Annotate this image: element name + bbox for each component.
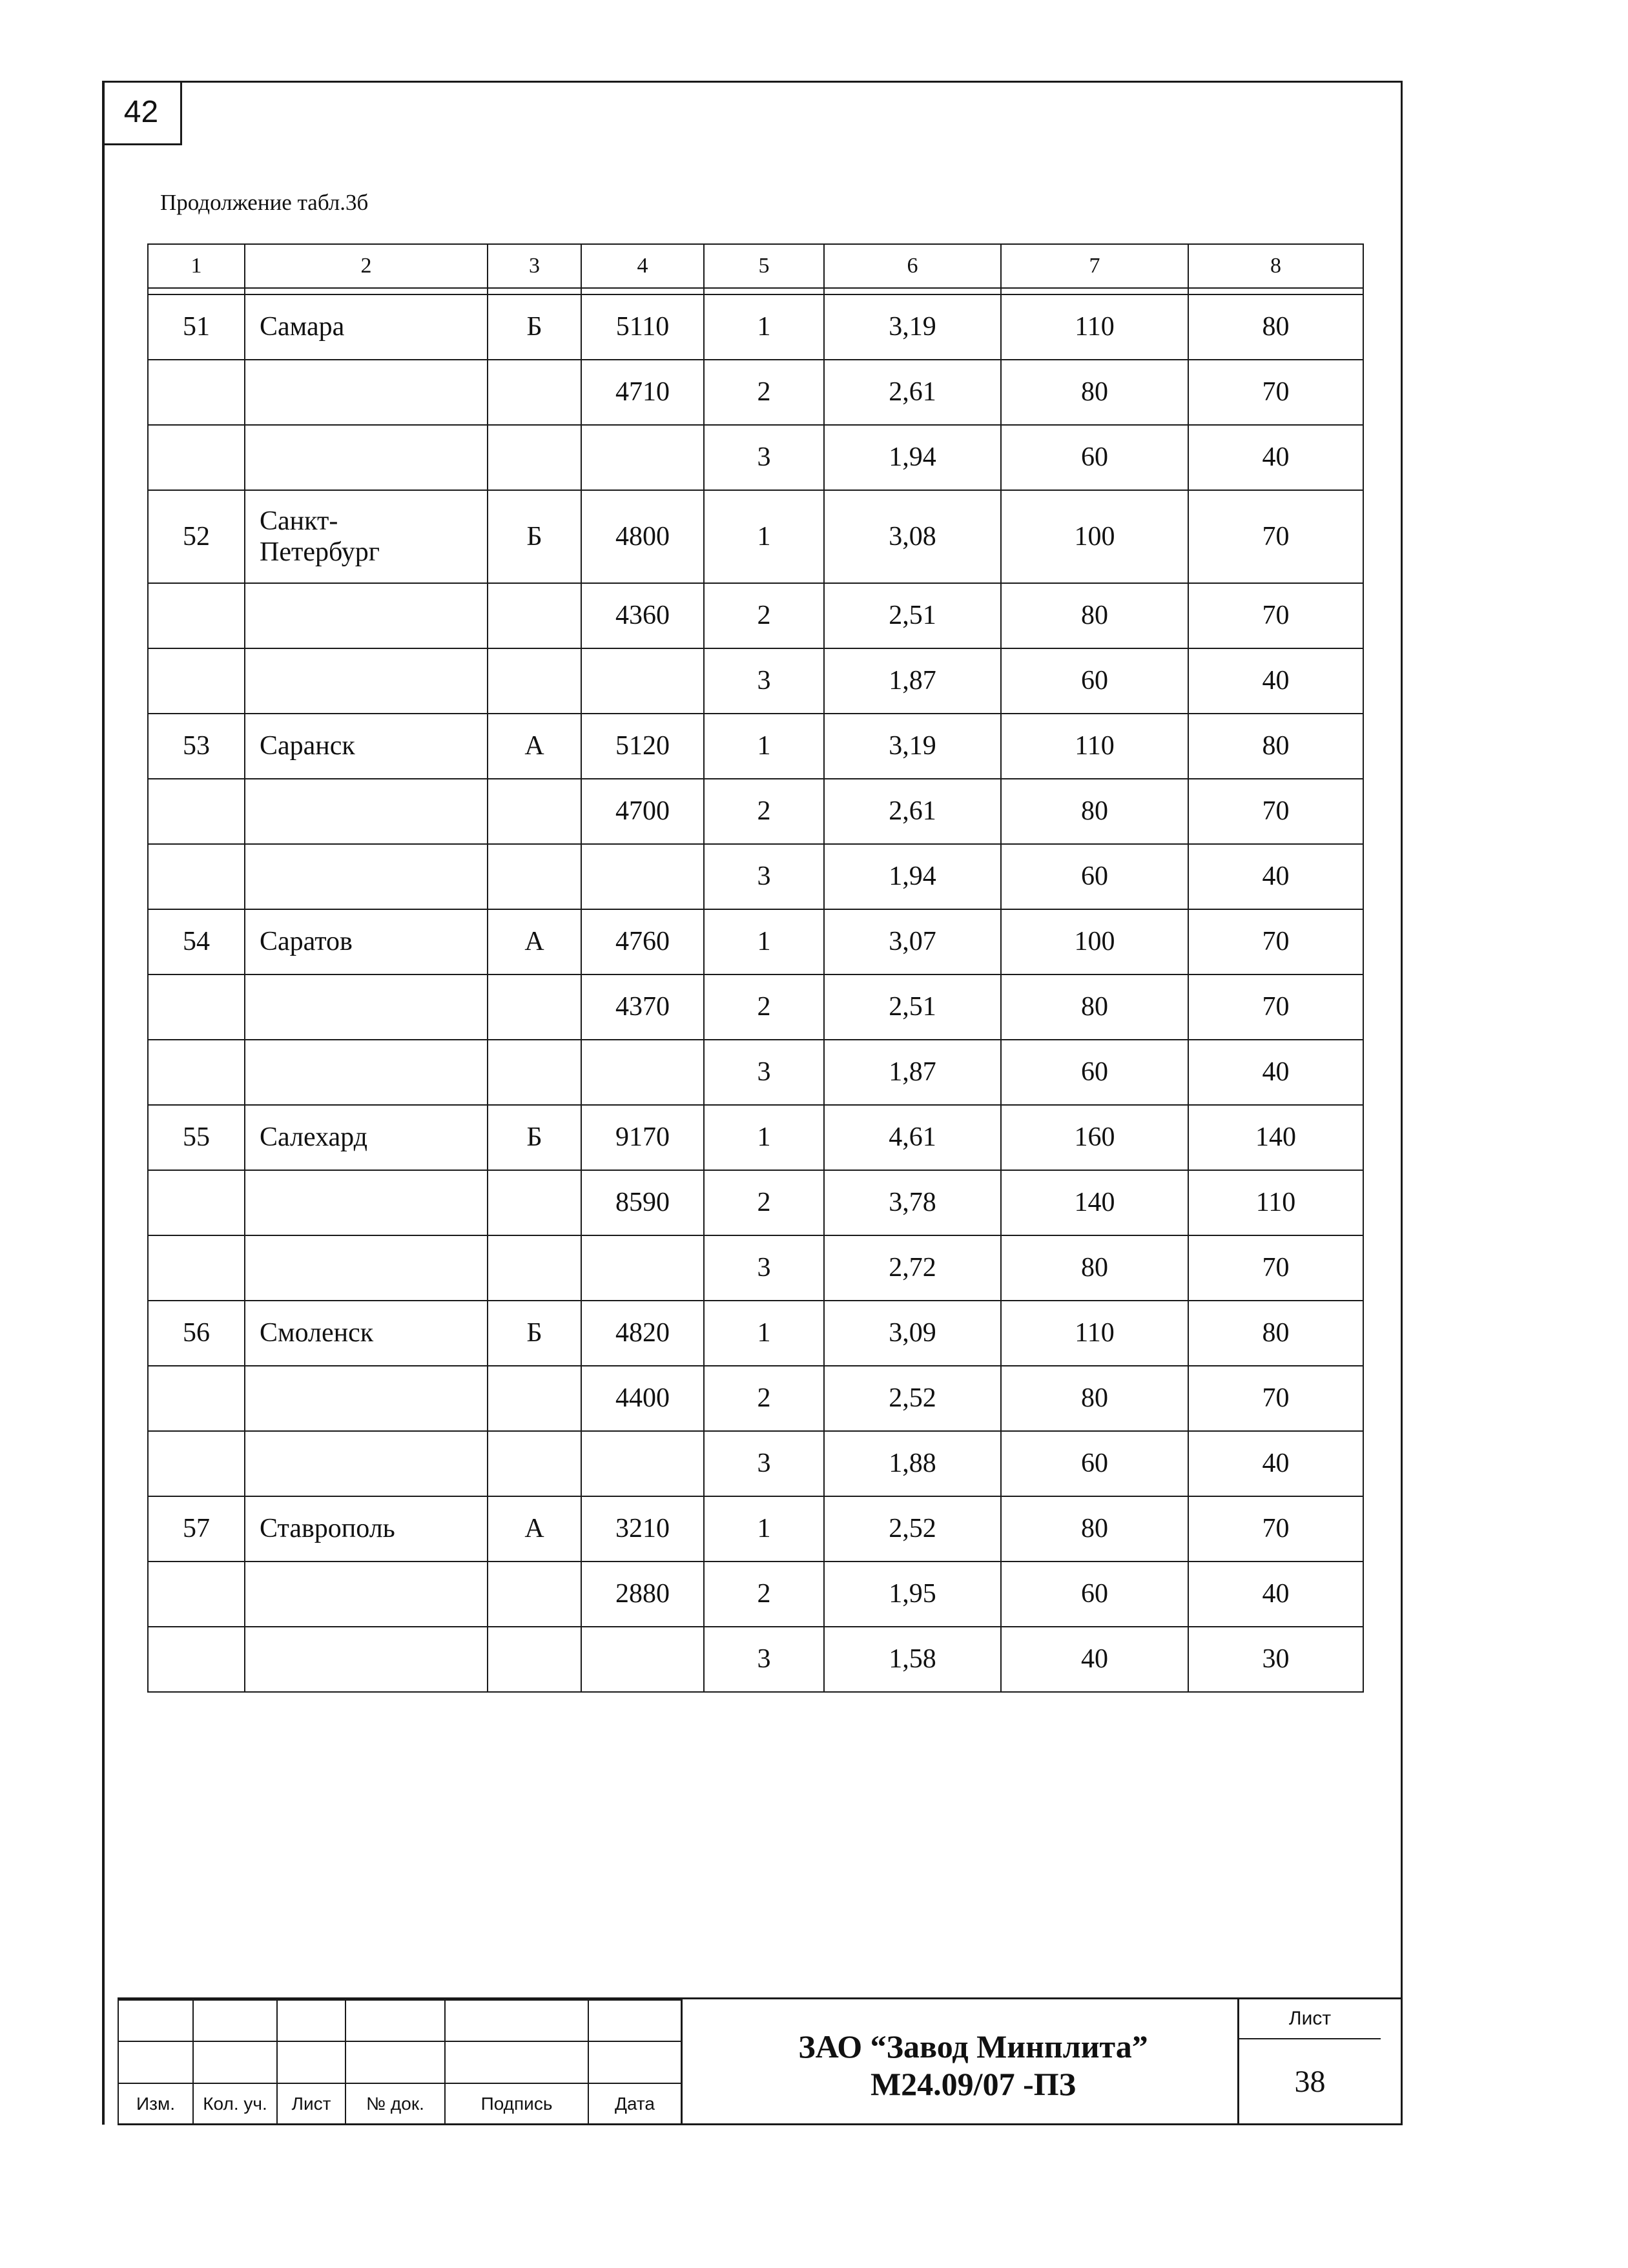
table-cell: 3,07 [824, 909, 1001, 974]
table-cell: 2,51 [824, 974, 1001, 1040]
table-cell: 1 [704, 1496, 824, 1562]
table-cell: 2 [704, 779, 824, 844]
table-cell: 80 [1001, 583, 1188, 648]
city-cell: Салехард [245, 1105, 488, 1170]
table-row [148, 1366, 1363, 1431]
table-cell [581, 648, 704, 714]
city-cell: Смоленск [245, 1301, 488, 1366]
table-cell: 40 [1188, 648, 1363, 714]
table-cell: 80 [1001, 974, 1188, 1040]
table-cell: 40 [1188, 425, 1363, 490]
table-cell: 1 [704, 714, 824, 779]
city-cell [245, 1431, 488, 1496]
table-cell [581, 844, 704, 909]
table-cell: Б [488, 294, 581, 360]
table-cell: 3,19 [824, 714, 1001, 779]
table-cell: 2,61 [824, 360, 1001, 425]
table-cell [488, 583, 581, 648]
table-cell: 2,72 [824, 1235, 1001, 1301]
table-row [148, 974, 1363, 1040]
table-cell [148, 583, 245, 648]
table-cell: 3 [704, 1235, 824, 1301]
table-cell: 110 [1001, 294, 1188, 360]
table-cell: 1 [704, 1105, 824, 1170]
table-cell: 4360 [581, 583, 704, 648]
table-cell [148, 1627, 245, 1692]
table-caption: Продолжение табл.3б [160, 190, 369, 215]
table-cell [488, 425, 581, 490]
table-cell: 3,08 [824, 490, 1001, 583]
table-cell: 3210 [581, 1496, 704, 1562]
table-cell: 1,95 [824, 1562, 1001, 1627]
table-cell: 70 [1188, 779, 1363, 844]
table-cell: 4760 [581, 909, 704, 974]
table-cell: 60 [1001, 1562, 1188, 1627]
table-cell: 100 [1001, 490, 1188, 583]
table-cell: 1,87 [824, 648, 1001, 714]
table-cell: 4700 [581, 779, 704, 844]
table-cell: 52 [148, 490, 245, 583]
table-cell [148, 648, 245, 714]
table-cell: 30 [1188, 1627, 1363, 1692]
city-cell [245, 648, 488, 714]
stamp-label: Лист [277, 2083, 345, 2125]
table-cell: 110 [1001, 714, 1188, 779]
table-row [148, 844, 1363, 909]
table-cell: 3,19 [824, 294, 1001, 360]
table-cell [488, 1366, 581, 1431]
table-cell: 60 [1001, 1431, 1188, 1496]
table-row [148, 490, 1363, 583]
table-cell: 5110 [581, 294, 704, 360]
table-cell [488, 1040, 581, 1105]
table-cell: 3 [704, 648, 824, 714]
table-cell: Б [488, 1105, 581, 1170]
table-cell: 2 [704, 583, 824, 648]
table-cell [488, 974, 581, 1040]
column-header: 2 [245, 244, 488, 288]
table-cell: 40 [1188, 1040, 1363, 1105]
sheet-box [1237, 1999, 1381, 2125]
table-cell: 40 [1001, 1627, 1188, 1692]
table-row [148, 1496, 1363, 1562]
table-cell: 140 [1001, 1170, 1188, 1235]
table-cell: Б [488, 490, 581, 583]
city-cell [245, 1235, 488, 1301]
table-cell: 1,88 [824, 1431, 1001, 1496]
table-cell: 70 [1188, 974, 1363, 1040]
table-row [148, 425, 1363, 490]
city-cell [245, 1627, 488, 1692]
table-cell [148, 360, 245, 425]
table-cell: 80 [1188, 294, 1363, 360]
table-cell [581, 1431, 704, 1496]
table-cell: 57 [148, 1496, 245, 1562]
table-cell: 80 [1001, 1235, 1188, 1301]
table-cell: 2,51 [824, 583, 1001, 648]
table-cell: 80 [1001, 779, 1188, 844]
table-cell [488, 1562, 581, 1627]
table-cell [581, 1627, 704, 1692]
table-cell: 2880 [581, 1562, 704, 1627]
table-row [148, 909, 1363, 974]
table-cell [488, 1431, 581, 1496]
table-cell: 1 [704, 909, 824, 974]
table-cell: 40 [1188, 1431, 1363, 1496]
table-cell: 2,61 [824, 779, 1001, 844]
table-cell: 2 [704, 974, 824, 1040]
table-cell: 100 [1001, 909, 1188, 974]
table-cell: 70 [1188, 583, 1363, 648]
table-cell: 70 [1188, 1496, 1363, 1562]
table-cell [148, 1562, 245, 1627]
table-cell: 5120 [581, 714, 704, 779]
table-cell: 70 [1188, 1235, 1363, 1301]
stamp-label: Дата [588, 2083, 681, 2125]
table-cell: 1,94 [824, 844, 1001, 909]
table-cell: 80 [1001, 360, 1188, 425]
page-number: 42 [102, 81, 182, 145]
table-cell: 2 [704, 1366, 824, 1431]
table-cell: 70 [1188, 909, 1363, 974]
stamp-label: № док. [345, 2083, 445, 2125]
table-cell: 2,52 [824, 1366, 1001, 1431]
column-header: 4 [581, 244, 704, 288]
signature-labels-row [118, 2083, 681, 2125]
column-header: 1 [148, 244, 245, 288]
table-cell: 53 [148, 714, 245, 779]
stamp-label: Подпись [445, 2083, 588, 2125]
table-cell: 8590 [581, 1170, 704, 1235]
city-cell: Ставрополь [245, 1496, 488, 1562]
table-cell [488, 1170, 581, 1235]
column-header: 6 [824, 244, 1001, 288]
header-row [148, 244, 1363, 288]
city-cell: Саранск [245, 714, 488, 779]
table-cell [148, 974, 245, 1040]
table-cell: 110 [1188, 1170, 1363, 1235]
table-row [148, 648, 1363, 714]
table-cell: 2 [704, 1170, 824, 1235]
table-cell [148, 779, 245, 844]
column-header: 3 [488, 244, 581, 288]
table-row [148, 1301, 1363, 1366]
table-cell: Б [488, 1301, 581, 1366]
table-cell [148, 1170, 245, 1235]
table-cell: 55 [148, 1105, 245, 1170]
table-row [148, 1040, 1363, 1105]
city-cell [245, 974, 488, 1040]
column-header: 7 [1001, 244, 1188, 288]
table-cell: 140 [1188, 1105, 1363, 1170]
table-cell: А [488, 909, 581, 974]
table-cell: 80 [1188, 1301, 1363, 1366]
table-cell: А [488, 714, 581, 779]
table-row [148, 360, 1363, 425]
table-row [148, 1627, 1363, 1692]
table-cell: 4370 [581, 974, 704, 1040]
table-cell: 70 [1188, 490, 1363, 583]
table-cell: 70 [1188, 1366, 1363, 1431]
table-row [148, 779, 1363, 844]
table-cell [488, 1235, 581, 1301]
header-separator [148, 288, 1363, 294]
table-cell: 3 [704, 1627, 824, 1692]
table-cell [488, 844, 581, 909]
table-row [148, 1235, 1363, 1301]
table-cell [148, 1431, 245, 1496]
table-cell [581, 425, 704, 490]
table-cell: 40 [1188, 1562, 1363, 1627]
column-header: 8 [1188, 244, 1363, 288]
city-cell [245, 779, 488, 844]
table-cell [488, 648, 581, 714]
document-title [681, 1999, 1381, 2125]
table-row [148, 583, 1363, 648]
table-row [148, 1170, 1363, 1235]
table-row [148, 1562, 1363, 1627]
city-cell [245, 1170, 488, 1235]
table-cell: 80 [1001, 1366, 1188, 1431]
table-cell: 160 [1001, 1105, 1188, 1170]
table-row [148, 714, 1363, 779]
city-cell [245, 1366, 488, 1431]
table-cell [488, 360, 581, 425]
table-row [148, 294, 1363, 360]
stamp-label: Кол. уч. [193, 2083, 277, 2125]
table-cell: 4710 [581, 360, 704, 425]
table-cell [148, 1235, 245, 1301]
table-cell: А [488, 1496, 581, 1562]
organization-name: ЗАО “Завод Минплита” [798, 2028, 1148, 2065]
table-cell [488, 779, 581, 844]
table-cell: 3 [704, 425, 824, 490]
table-cell: 4400 [581, 1366, 704, 1431]
document-code: М24.09/07 -ПЗ [870, 2065, 1077, 2102]
table-cell [148, 844, 245, 909]
table-cell: 4820 [581, 1301, 704, 1366]
table-cell: 4,61 [824, 1105, 1001, 1170]
table-cell: 1,58 [824, 1627, 1001, 1692]
city-cell: Санкт- Петербург [245, 490, 488, 583]
table-cell: 1 [704, 490, 824, 583]
table-cell: 1 [704, 294, 824, 360]
table-row [148, 1431, 1363, 1496]
table-row [148, 1105, 1363, 1170]
table-cell: 80 [1001, 1496, 1188, 1562]
table-cell: 3,78 [824, 1170, 1001, 1235]
table-cell: 2,52 [824, 1496, 1001, 1562]
table-cell: 9170 [581, 1105, 704, 1170]
city-cell [245, 360, 488, 425]
table-cell: 110 [1001, 1301, 1188, 1366]
city-cell [245, 425, 488, 490]
table-cell [148, 1040, 245, 1105]
table-cell [581, 1235, 704, 1301]
table-cell: 1,94 [824, 425, 1001, 490]
table-cell: 1,87 [824, 1040, 1001, 1105]
table-cell: 2 [704, 1562, 824, 1627]
city-cell [245, 1562, 488, 1627]
table-cell: 60 [1001, 1040, 1188, 1105]
sheet-label: Лист [1239, 1999, 1381, 2039]
table-cell: 54 [148, 909, 245, 974]
table-cell [148, 425, 245, 490]
data-table [147, 243, 1364, 1693]
table-cell: 80 [1188, 714, 1363, 779]
table-cell: 70 [1188, 360, 1363, 425]
table-cell: 60 [1001, 425, 1188, 490]
table-cell: 51 [148, 294, 245, 360]
table-cell: 1 [704, 1301, 824, 1366]
table-cell: 60 [1001, 844, 1188, 909]
signature-grid [118, 1999, 682, 2125]
title-block [118, 1997, 1403, 2125]
table-cell: 56 [148, 1301, 245, 1366]
table-cell [488, 1627, 581, 1692]
table-cell: 3 [704, 1040, 824, 1105]
city-cell [245, 1040, 488, 1105]
table-cell: 2 [704, 360, 824, 425]
table-cell [148, 1366, 245, 1431]
city-cell: Саратов [245, 909, 488, 974]
table-cell [581, 1040, 704, 1105]
table-cell: 3 [704, 1431, 824, 1496]
city-cell [245, 844, 488, 909]
table-cell: 3 [704, 844, 824, 909]
table-cell: 60 [1001, 648, 1188, 714]
table-cell: 3,09 [824, 1301, 1001, 1366]
column-header: 5 [704, 244, 824, 288]
table-cell: 40 [1188, 844, 1363, 909]
table-cell: 4800 [581, 490, 704, 583]
stamp-label: Изм. [118, 2083, 193, 2125]
city-cell: Самара [245, 294, 488, 360]
sheet-number: 38 [1294, 2064, 1326, 2099]
city-cell [245, 583, 488, 648]
